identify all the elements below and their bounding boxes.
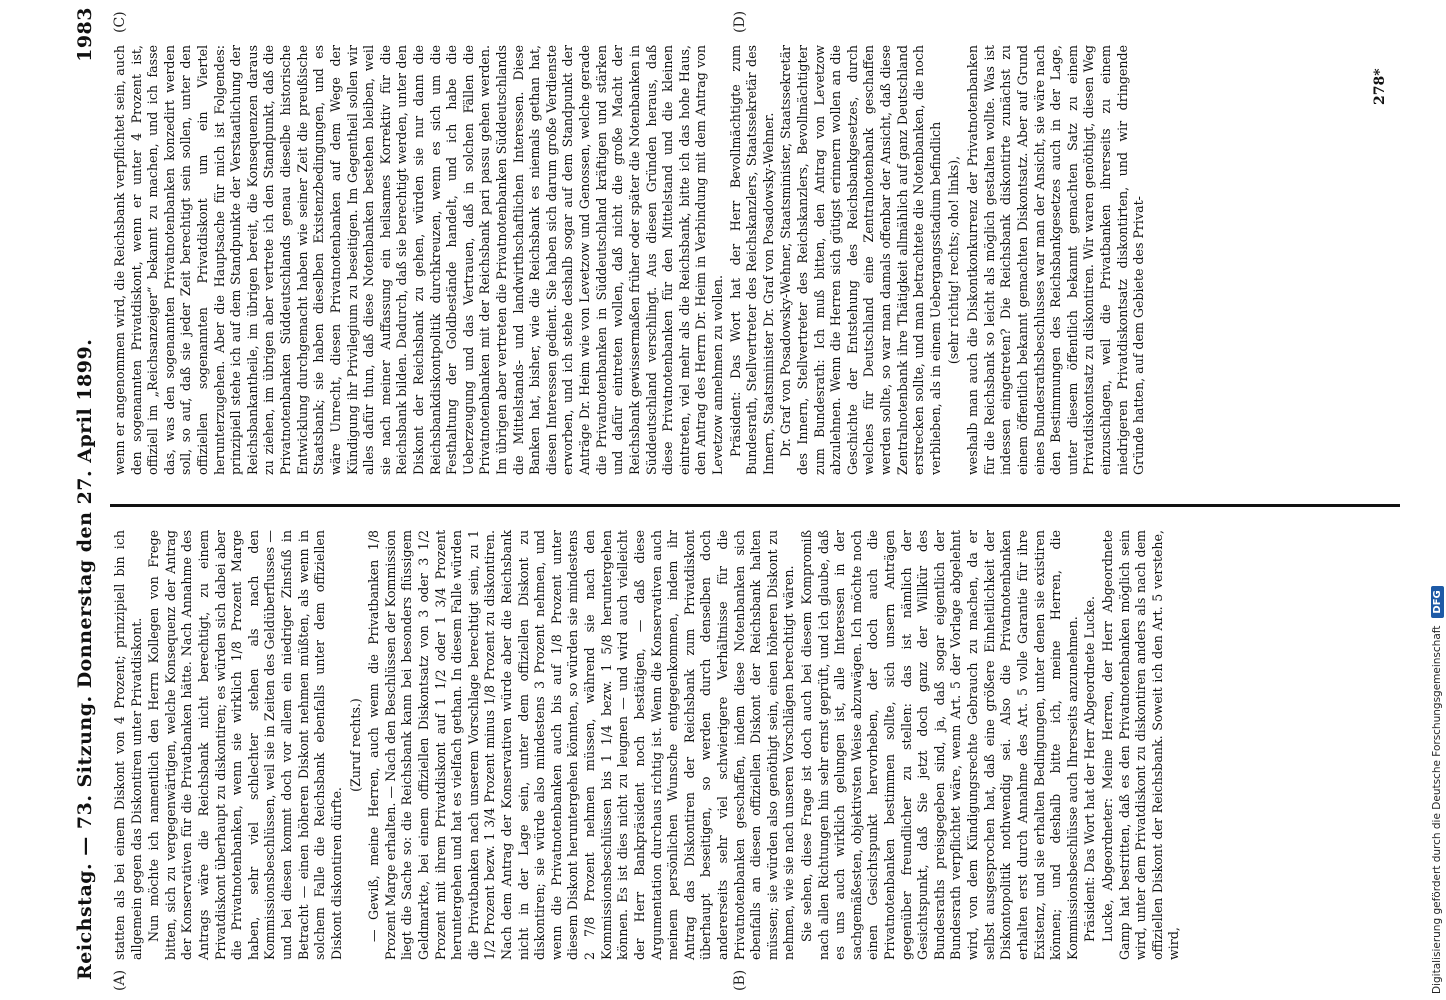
page-number: 1983 [74,7,96,62]
digitization-credit [1428,9,1446,994]
paragraph: wenn er angenommen wird, die Reichsbank verpflichtet sein, auch den sogenannten Privatdiskont, wenn er unter 4 Prozent ist, offiziell im „Reichsanzeiger“ bekannt zu machen, und ich fasse das, was den sogenannten Privatnotenbanken konzedirt werden soll, so auf, daß sie jeder Zeit berechtigt sein sollen, unter den offiziellen sogenannten Privatdiskont um ein Viertel herunterzugehen. Aber die Hauptsache für mich ist Folgendes: prinzipiell stehe ich auf dem Standpunkte der Verstaatlichung der Reichsbankantheile, im übrigen bereit, die Konsequenzen daraus zu ziehen, im übrigen aber vertrete ich den Standpunkt, daß die Privatnotenbanken Süddeutschlands genau dieselbe historische Entwicklung durchgemacht haben wie seiner Zeit die preußische Staatsbank; sie haben dieselben Existenzbedingungen, und es wäre Unrecht, diesen Privatnotenbanken auf dem Wege der Kündigung ihr Privilegium zu beseitigen. Im Gegentheil sollen wir alles dafür thun, daß diese Notenbanken bestehen bleiben, weil sie nach meiner Auffassung ein heilsames Korrektiv für die Reichsbank bilden. Dadurch, daß sie berechtigt werden, unter den Diskont der Reichsbank zu gehen, würden sie nur dann die Reichsbankdiskontpolitik durchkreuzen, wenn es sich um die Festhaltung der Goldbestände handelt, und ich habe die Ueberzeugung und das Vertrauen, daß in solchen Fällen die Privatnotenbanken mit der Reichsbank pari passu gehen werden. Im übrigen aber vertreten die Privatnotenbanken Süddeutschlands die Mittelstands- und landwirthschaftlichen Interessen. Diese Banken hat, bisher, wie die Reichsbank es niemals gethan hat, diesen Interessen gedient. Sie haben sich darum große Verdienste erworben, und ich stehe deshalb sogar auf dem Standpunkt der Anträge Dr. Heim wie von Levetzow und Genossen, welche gerade die Privatnotenbanken in Süddeutschland kräftigen und stärken und dafür eintreten wollen, daß nicht die große Macht der Reichsbank gewissermaßen früher oder später die Notenbanken in Süddeutschland verschlingt. Aus diesen Gründen heraus, daß diese Privatnotenbanken für den Mittelstand und die kleinen eintreten, viel mehr als die Reichsbank, bitte ich das hohe Haus, den Antrag des Herrn Dr. Heim in Verbindung mit dem Antrag von Levetzow annehmen zu wollen. [112,45,725,475]
paragraph: statten als bei einem Diskont von 4 Prozent; prinzipiell bin ich allgemein gegen das Diskontiren unter Privatdiskont. [112,530,144,960]
speaker-paragraph: Präsident: Das Wort hat der Herr Bevollmächtigte zum Bundesrath, Stellvertreter des Reichskanzlers, Staatssekretär des Innern, Staatsminister Dr. Graf von Posadowsky-Wehner. [727,45,776,475]
column-divider [110,504,1400,507]
paragraph: Nun möchte ich namentlich den Herrn Kollegen von Frege bitten, sich zu vergegenwärtigen, welche Konsequenz der Antrag der Konservativen für die Privatbanken hätte. Nach Annahme des Antrags wäre die Reichsbank nicht berechtigt, zu einem Privatdiskont überhaupt zu diskontiren; es würden sich dabei aber die Privatnotenbanken, wenn sie wirklich 1/8 Prozent Marge haben, sehr viel schlechter stehen als nach den Kommissionsbeschlüssen, weil sie in Zeiten des Geldüberflusses — und bei diesen kommt doch vor allem ein niedriger Zinsfuß in Betracht — einen höheren Diskont nehmen müßten, als wenn in solchem Falle die Reichsbank ebenfalls unter dem offiziellen Diskont diskontiren dürfte. [146,530,344,960]
margin-marker-d: (D) [732,10,748,33]
speaker-paragraph: Lucke, Abgeordneter: Meine Herren, der Herr Abgeordnete Gamp hat bestritten, daß es den Privatnotenbanken möglich sein wird, unter dem Privatdiskont zu diskontiren anders als nach dem offiziellen Diskont der Reichsbank. Soweit ich den Art. 5 verstehe, wird, [1099,530,1182,960]
interjection: (sehr richtig! rechts; oho! links), [946,155,962,365]
left-column [112,530,1184,960]
paragraph: — Gewiß, meine Herren, auch wenn die Privatbanken 1/8 Prozent Marge erhalten. — Nach den Beschlüssen der Kommission liegt die Sache so: die Reichsbank kann bei besonders flüssigem Geldmarkte, bei einem offiziellen Diskontsatz von 3 oder 3 1/2 Prozent mit ihrem Privatdiskont auf 1 1/2 oder 1 3/4 Prozent heruntergehen und hat es vielfach gethan. In diesem Falle würden die Privatbanken nach unserem Vorschlage berechtigt sein, zu 1 1/2 Prozent bezw. 1 3/4 Prozent minus 1/8 Prozent zu diskontiren. Nach dem Antrag der Konservativen würde aber die Reichsbank nicht in der Lage sein, unter dem offiziellen Diskont zu diskontiren; sie würde also mindestens 3 Prozent nehmen, und wenn die Privatnotenbanken auch bis auf 1/8 Prozent unter diesem Diskont heruntergehen könnten, so würden sie mindestens 2 7/8 Prozent nehmen müssen, während sie nach den Kommissionsbeschlüssen bis 1 1/4 bezw. 1 5/8 heruntergehen können. Es ist dies nicht zu leugnen — und wird auch vielleicht der Herr Bankpräsident noch bestätigen, — daß diese Argumentation durchaus richtig ist. Wenn die Konservativen auch meinem persönlichen Wunsche entgegenkommen, indem ihr Antrag das Diskontiren der Reichsbank zum Privatdiskont überhaupt beseitigen, so werden durch denselben doch andererseits sehr viel schwierigere Verhältnisse für die Privatnotenbanken geschaffen, indem diese Notenbanken sich ebenfalls an diesen offiziellen Diskont der Reichsbank halten müssen; sie würden also genöthigt sein, einen höheren Diskont zu nehmen, wie sie nach unseren Vorschlägen berechtigt wären. [366,530,797,960]
speaker-paragraph: Präsident: Das Wort hat der Herr Abgeordnete Lucke. [1082,596,1098,942]
margin-marker-c: (C) [112,11,128,33]
margin-marker-a: (A) [112,969,128,991]
speaker-paragraph: Dr. Graf von Posadowsky-Wehner, Staatsminister, Staatssekretär des Innern, Stellvertreter des Reichskanzlers, Bevollmächtigter zum Bundesrath: Ich muß bitten, den Antrag von Levetzow abzulehnen. Wenn die Herren sich gütigst erinnern wollen an die Geschichte der Entstehung des Reichsbankgesetzes, durch welches für Deutschland eine Zentralnotenbank geschaffen werden sollte, so war man damals offenbar der Ansicht, daß diese Zentralnotenbank ihre Thätigkeit allmählich auf ganz Deutschland erstrecken sollte, und man betrachtete die Notenbanken, die noch verblieben, als in einem Uebergangsstadium befindlich [778,45,943,475]
right-column [112,45,1149,475]
paragraph: weshalb man auch die Diskontkonkurrenz der Privatnotenbanken für die Reichsbank so leicht als möglich gestalten wollte. Was ist indessen eingetreten? Die Reichsbank diskontirte zunächst zu einem öffentlich bekannt gemachten Diskontsatz. Aber auf Grund eines Bundesrathsbeschlusses war man der Ansicht, sie wäre nach den Bestimmungen des Reichsbankgesetzes auch in der Lage, unter diesem öffentlich bekannt gemachten Satz zu einem Privatdiskontsatz zu diskontiren. Wir waren genöthigt, diesen Weg einzuschlagen, weil die Privatbanken ihrerseits zu einem niedrigeren Privatdiskontsatz diskontirten, und wir dringende Gründe hatten, auf dem Gebiete des Privat- [965,45,1147,475]
rotated-page [72,5,1402,995]
page-header [72,5,102,995]
running-head: Reichstag. — 73. Sitzung. Donnerstag den 27. April 1899. [74,338,96,980]
interjection: (Zuruf rechts.) [347,698,363,792]
dfg-logo: DFG [1431,586,1444,617]
margin-marker-b: (B) [732,969,748,991]
sheet-signature: 278* [1372,68,1388,105]
paragraph: Sie sehen, diese Frage ist doch auch bei diesem Kompromiß nach allen Richtungen hin sehr ernst geprüft, und ich glaube, daß es uns auch wirklich gelungen ist, alle Interessen in der sachgemäßesten, objektivsten Weise abzuwägen. Ich möchte noch einen Gesichtspunkt hervorheben, der doch auch die Privatnotenbanken bestimmen sollte, sich unsern Anträgen gegenüber freundlicher zu stellen: das ist nämlich der Gesichtspunkt, daß Sie jetzt doch ganz der Willkür des Bundesraths preisgegeben sind, ja, daß sogar eigentlich der Bundesrath verpflichtet wäre, wenn Art. 5 der Vorlage abgelehnt wird, von dem Kündigungsrechte Gebrauch zu machen, da er selbst ausgesprochen hat, daß eine größere Einheitlichkeit der Diskontopolitik nothwendig sei. Also die Privatnotenbanken erhalten erst durch Annahme des Art. 5 volle Garantie für ihre Existenz, und sie erhalten Bedingungen, unter denen sie existiren können; und deshalb bitte ich, meine Herren, die Kommissionsbeschlüsse auch Ihrerseits anzunehmen. [798,530,1080,960]
credit-text: Digitalisierung gefördert durch die Deutsche Forschungsgemeinschaft [1431,625,1443,994]
